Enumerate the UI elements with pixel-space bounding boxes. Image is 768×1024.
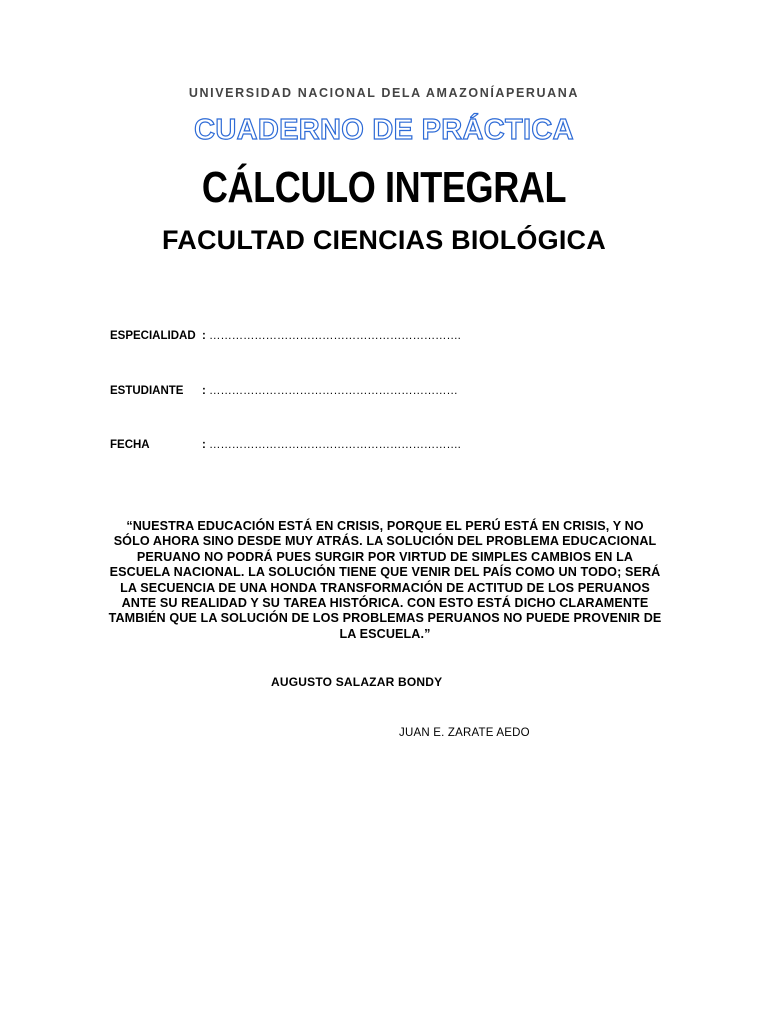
field-label: FECHA: [110, 439, 150, 451]
field-separator: :: [202, 385, 206, 397]
field-label: ESPECIALIDAD: [110, 330, 196, 342]
field-label: ESTUDIANTE: [110, 385, 184, 397]
field-separator: :: [202, 330, 206, 342]
quote-text: “NUESTRA EDUCACIÓN ESTÁ EN CRISIS, PORQUE EL PERÚ ESTÁ EN CRISIS, Y NO SÓLO AHORA SINO DESDE MUY ATRÁS. LA SOLUCIÓN DEL PROBLEMA EDUCACIONAL PERUANO NO PODRÁ PUES SURGIR POR VIRTUD DE SIMPLES CAMBIOS EN LA ESCUELA NACIONAL. LA SOLUCIÓN TIENE QUE VENIR DEL PAÍS COMO UN TODO; SERÁ LA SECUENCIA DE UNA HONDA TRANSFORMACIÓN DE ACTITUD DE LOS PERUANOS ANTE SU REALIDAD Y SU TAREA HISTÓRICA. CON ESTO ESTÁ DICHO CLARAMENTE TAMBIÉN QUE LA SOLUCIÓN DE LOS PROBLEMAS PERUANOS NO PUEDE PROVENIR DE LA ESCUELA.”: [108, 519, 662, 641]
field-fecha: [110, 439, 461, 451]
faculty-name: FACULTAD CIENCIAS BIOLÓGICA: [162, 225, 606, 255]
compiler-name: JUAN E. ZARATE AEDO: [399, 727, 530, 739]
field-blank: …………………………………………………………: [209, 385, 458, 397]
notebook-title: CUADERNO DE PRÁCTICA: [194, 114, 574, 146]
field-blank: ………………………………………………………….: [209, 439, 461, 451]
field-estudiante: [110, 385, 458, 397]
course-title: CÁLCULO INTEGRAL: [201, 163, 567, 212]
university-name: UNIVERSIDAD NACIONAL DELA AMAZONÍAPERUANA: [188, 86, 580, 100]
quote-author: AUGUSTO SALAZAR BONDY: [271, 675, 443, 689]
field-separator: :: [202, 439, 206, 451]
field-blank: ………………………………………………………….: [209, 330, 461, 342]
field-especialidad: [110, 330, 461, 342]
